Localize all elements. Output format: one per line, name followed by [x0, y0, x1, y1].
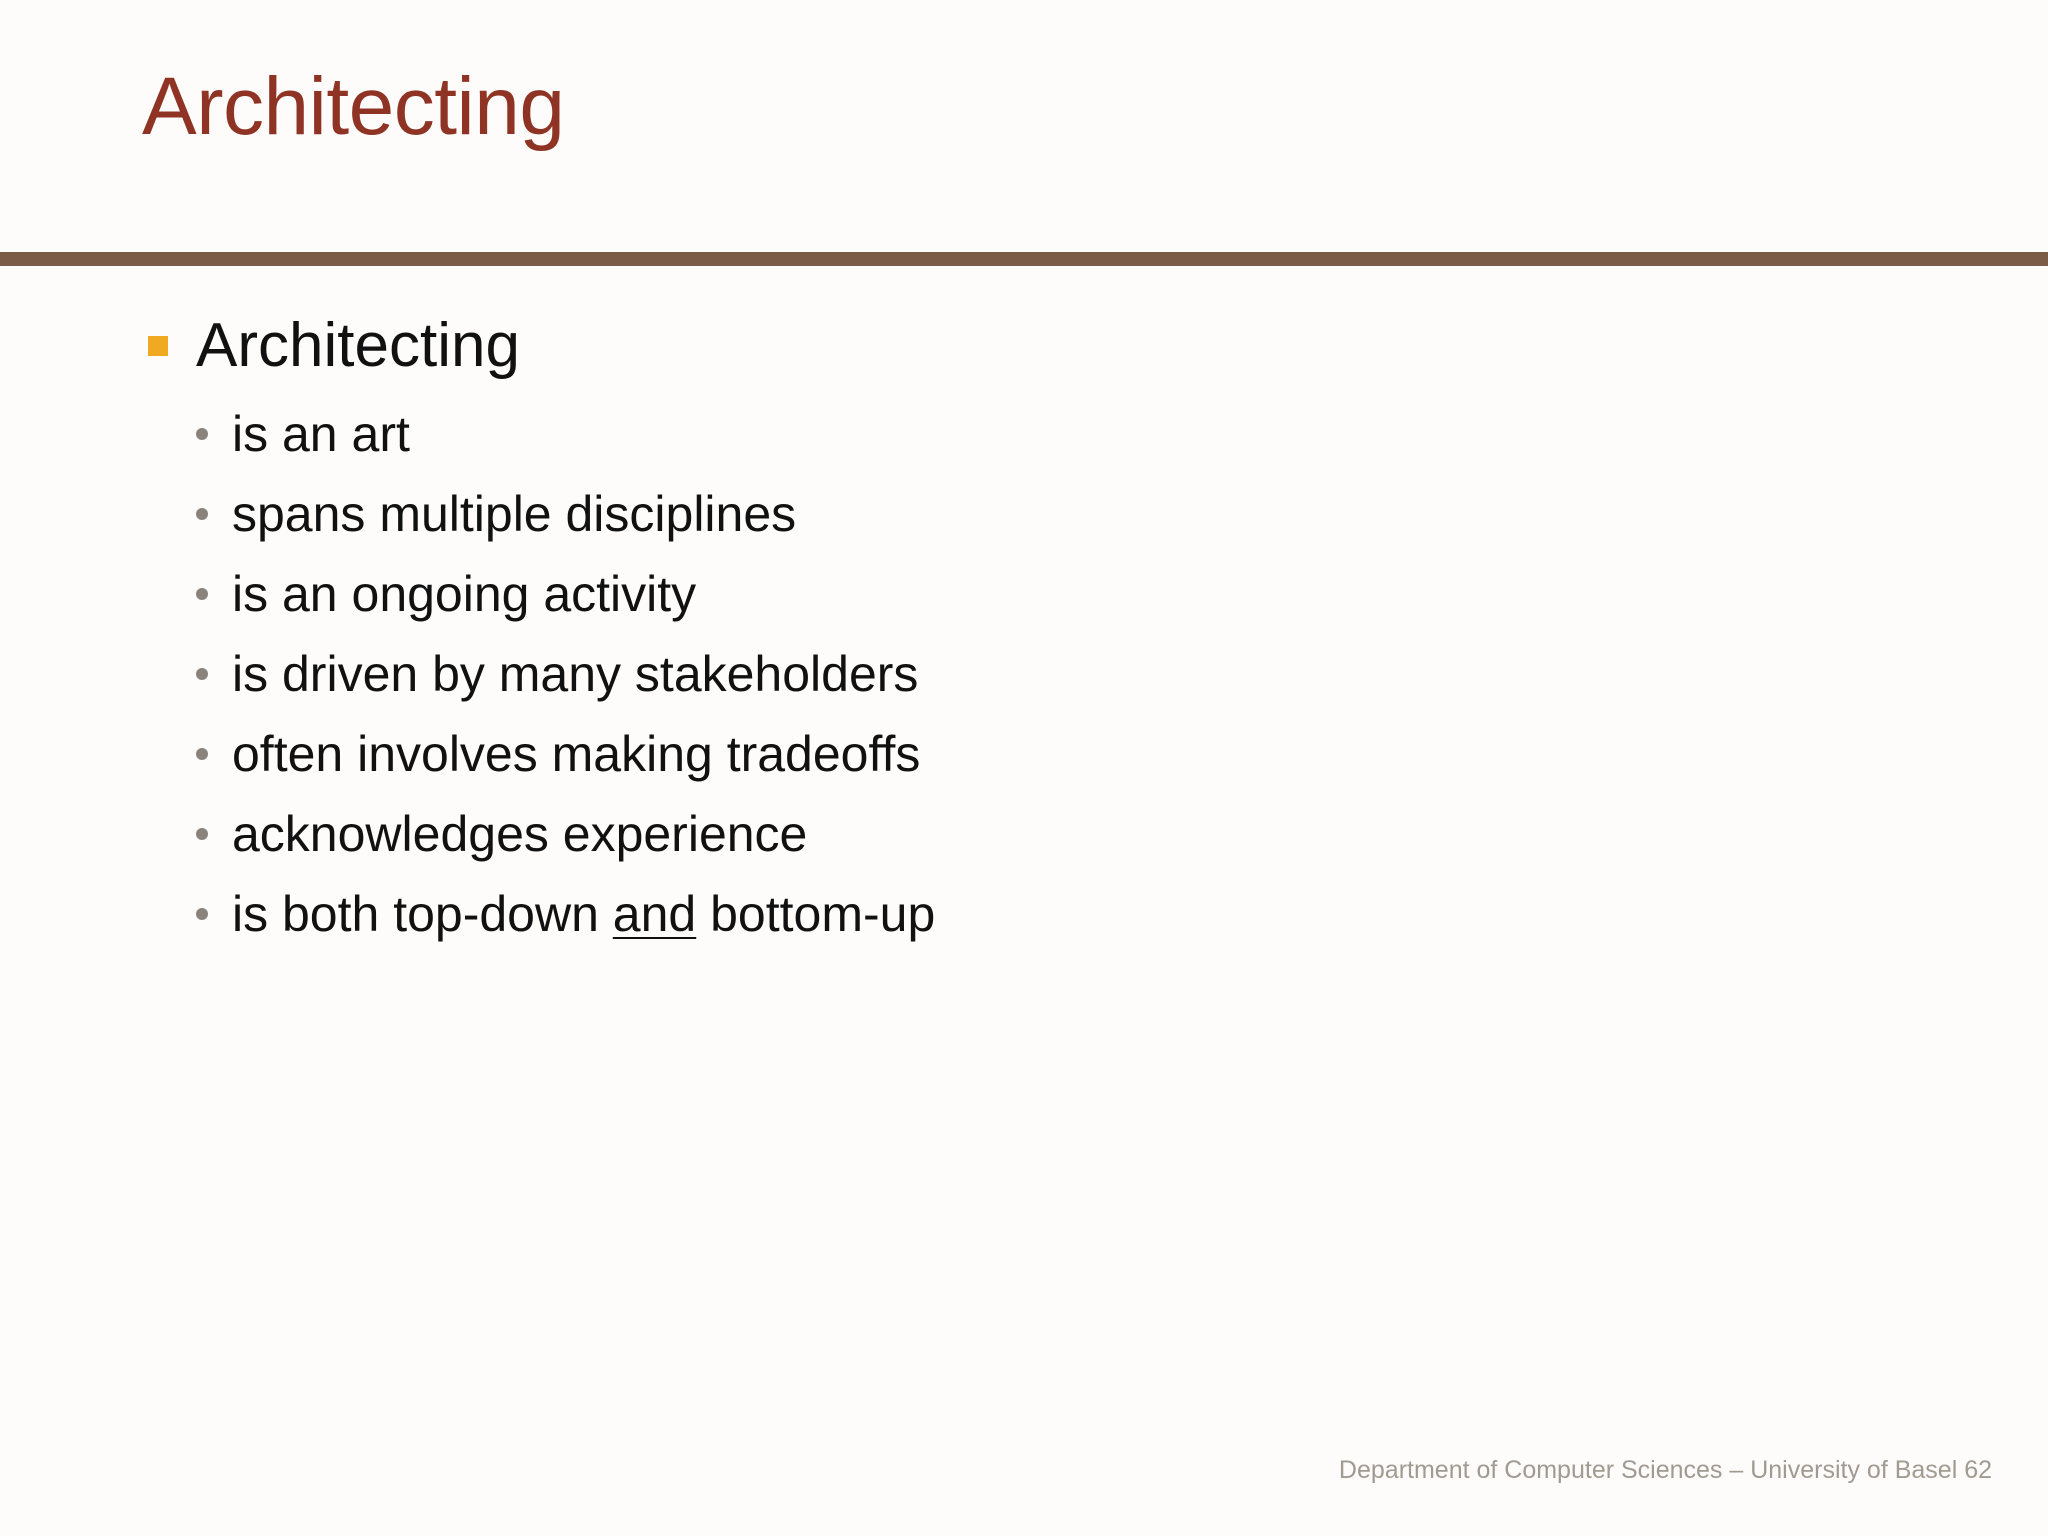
list-item-text-after: bottom-up: [696, 886, 936, 942]
list-item-text: acknowledges experience: [232, 806, 808, 862]
dot-bullet-icon: [196, 828, 208, 840]
dot-bullet-icon: [196, 588, 208, 600]
sub-bullet-list: [196, 400, 935, 960]
footer-text: Department of Computer Sciences – University of Basel 62: [1338, 1456, 1992, 1484]
list-item: [196, 480, 935, 560]
list-item: [196, 560, 935, 640]
list-item: [196, 880, 935, 960]
list-item-text-before: is both top-down: [232, 886, 613, 942]
list-item: [196, 640, 935, 720]
list-item-text: is an art: [232, 406, 410, 462]
list-item-text: often involves making tradeoffs: [232, 726, 921, 782]
underlined-emphasis: and: [612, 886, 697, 942]
list-item-text: spans multiple disciplines: [232, 486, 797, 542]
title-divider: [0, 252, 2048, 266]
dot-bullet-icon: [196, 508, 208, 520]
list-item: [196, 800, 935, 880]
dot-bullet-icon: [196, 748, 208, 760]
dot-bullet-icon: [196, 428, 208, 440]
slide-title: Architecting: [142, 61, 565, 152]
bullet-heading-text: Architecting: [196, 311, 520, 380]
dot-bullet-icon: [196, 668, 208, 680]
square-bullet-icon: [148, 336, 168, 356]
list-item: [196, 400, 935, 480]
list-item: [196, 720, 935, 800]
list-item-text: is driven by many stakeholders: [232, 646, 919, 702]
dot-bullet-icon: [196, 908, 208, 920]
list-item-text: is an ongoing activity: [232, 566, 697, 622]
